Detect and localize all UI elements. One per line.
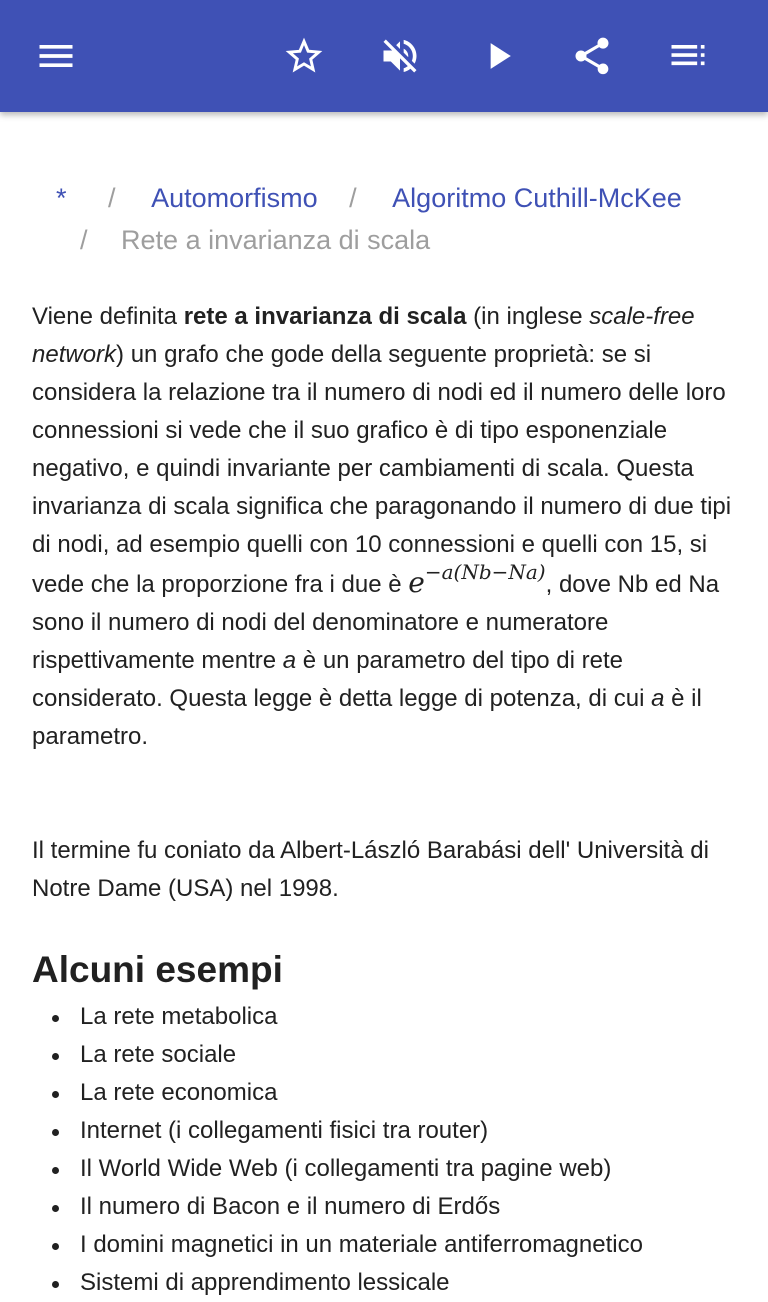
list-item: La rete metabolica xyxy=(32,998,752,1036)
section-title: Alcuni esempi xyxy=(32,949,283,990)
mute-button[interactable] xyxy=(372,28,428,84)
term-bold: rete a invarianza di scala xyxy=(183,303,467,330)
breadcrumb-separator: / xyxy=(80,225,88,255)
formula xyxy=(408,560,546,599)
intro-text: è un parametro del tipo di rete considerato. Questa legge è detta legge di potenza, di cui xyxy=(32,647,652,712)
variable-a: a xyxy=(282,647,297,674)
formula-base: e xyxy=(408,566,425,599)
app-bar xyxy=(0,0,768,112)
examples-list xyxy=(32,998,752,1302)
breadcrumb-separator: / xyxy=(349,183,357,213)
variable-a: a xyxy=(651,685,665,712)
menu-icon xyxy=(34,34,78,78)
intro-text: (in inglese xyxy=(466,303,590,330)
intro-paragraph xyxy=(32,298,738,756)
list-item: Il numero di Bacon e il numero di Erdős xyxy=(32,1188,752,1226)
list-item: Internet (i collegamenti fisici tra router) xyxy=(32,1112,752,1150)
list-item: Il World Wide Web (i collegamenti tra pagine web) xyxy=(32,1150,752,1188)
bookmark-button[interactable] xyxy=(276,28,332,84)
breadcrumb-home-link[interactable]: * xyxy=(56,183,67,213)
list-item: La rete economica xyxy=(32,1074,752,1112)
formula-exponent: −a(Nb−Na) xyxy=(424,560,546,584)
play-icon xyxy=(476,34,520,78)
contents-button[interactable] xyxy=(660,28,716,84)
history-paragraph: Il termine fu coniato da Albert-László Barabási dell' Università di Notre Dame (USA) nel 1998. xyxy=(32,837,709,902)
menu-button[interactable] xyxy=(28,28,84,84)
breadcrumb-separator: / xyxy=(108,183,116,213)
share-icon xyxy=(570,34,614,78)
list-item: I domini magnetici in un materiale antiferromagnetico xyxy=(32,1226,752,1264)
intro-text: , dove Nb ed Na sono il numero di nodi del denominatore e numeratore rispettivamente mentre xyxy=(32,571,720,674)
term-english: scale-free network xyxy=(32,303,695,368)
intro-text: è il parametro. xyxy=(32,685,702,750)
volume-off-icon xyxy=(378,34,422,78)
intro-text: Viene definita xyxy=(32,303,184,330)
play-button[interactable] xyxy=(470,28,526,84)
intro-text: ) un grafo che gode della seguente proprietà: se si considera la relazione tra il numero di nodi ed il numero delle loro connessioni si vede che il suo grafico è di tipo esponenziale negativo, e quindi invariante per cambiamenti di scala. Questa invarianza di scala significa che paragonando il numero di due tipi di nodi, ad esempio quelli con 10 connessioni e quelli con 15, si vede che la proporzione fra i due è xyxy=(32,341,732,598)
share-button[interactable] xyxy=(564,28,620,84)
playlist-icon xyxy=(666,34,710,78)
breadcrumb-item-cuthill-mckee[interactable]: Algoritmo Cuthill-McKee xyxy=(392,183,682,213)
breadcrumb-item-automorfismo[interactable]: Automorfismo xyxy=(151,183,318,213)
breadcrumb-current: Rete a invarianza di scala xyxy=(121,225,431,255)
list-item: La rete sociale xyxy=(32,1036,752,1074)
star-outline-icon xyxy=(282,34,326,78)
list-item: Sistemi di apprendimento lessicale xyxy=(32,1264,752,1302)
